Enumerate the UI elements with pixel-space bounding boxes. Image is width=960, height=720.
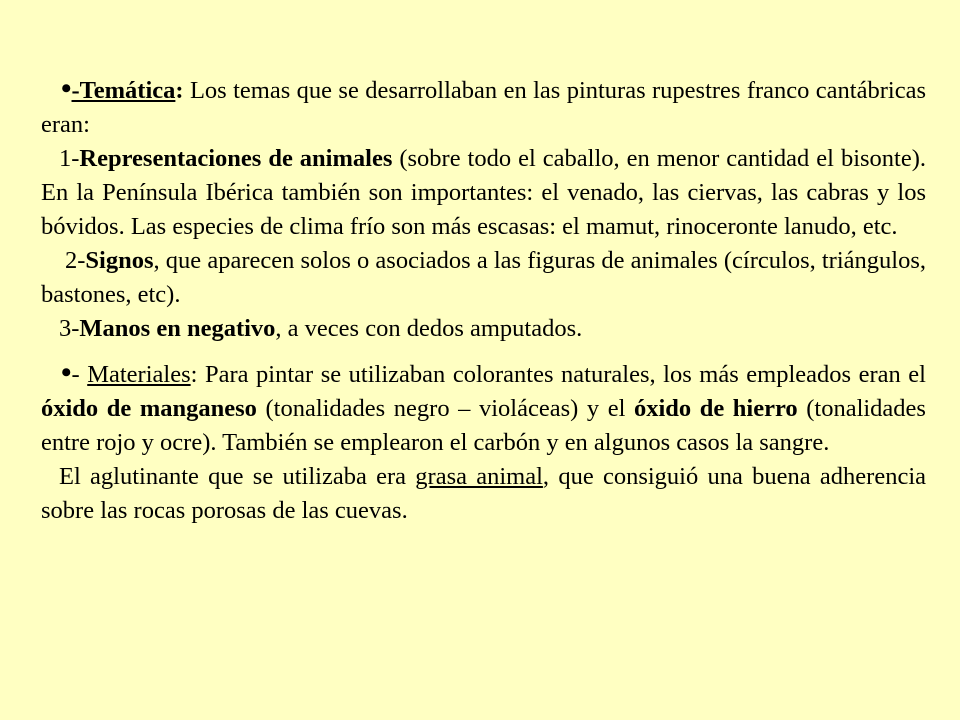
term-oxido-manganeso: óxido de manganeso bbox=[41, 395, 257, 422]
term-grasa-animal: grasa animal bbox=[415, 463, 543, 490]
item-number: 2- bbox=[65, 247, 86, 274]
materiales-text-b: (tonalidades negro – violáceas) y el bbox=[256, 395, 634, 422]
item-number: 1- bbox=[59, 145, 80, 172]
aglutinante-paragraph bbox=[41, 460, 926, 528]
item-text: , que aparecen solos o asociados a las figuras de animales (círculos, triángulos, bastones, etc). bbox=[41, 247, 926, 308]
bullet-icon: • bbox=[61, 72, 72, 105]
slide-content bbox=[41, 74, 926, 528]
materiales-heading: Materiales bbox=[87, 361, 191, 388]
materiales-dash: - bbox=[71, 361, 88, 388]
item-title: Representaciones de animales bbox=[79, 145, 393, 172]
term-oxido-hierro: óxido de hierro bbox=[633, 395, 798, 422]
item-signos bbox=[41, 244, 926, 312]
aglutinante-text-a: El aglutinante que se utilizaba era bbox=[59, 463, 416, 490]
materiales-paragraph bbox=[41, 358, 926, 460]
bullet-icon: • bbox=[61, 356, 72, 389]
tematica-intro: Los temas que se desarrollaban en las pinturas rupestres franco cantábricas eran: bbox=[41, 77, 926, 138]
tematica-colon: : bbox=[175, 77, 184, 104]
item-title: Manos en negativo bbox=[79, 315, 276, 342]
item-manos bbox=[41, 312, 926, 346]
item-text: (sobre todo el caballo, en menor cantidad el bisonte). En la Península Ibérica también son importantes: el venado, las ciervas, las cabras y los bóvidos. Las especies de clima frío son más escasas: el mamut, rinoceronte lanudo, etc. bbox=[41, 145, 926, 240]
item-title: Signos bbox=[85, 247, 154, 274]
item-animales bbox=[41, 142, 926, 244]
tematica-paragraph bbox=[41, 74, 926, 142]
aglutinante-text-b: , que consiguió una buena adherencia sobre las rocas porosas de las cuevas. bbox=[41, 463, 926, 524]
tematica-heading: -Temática bbox=[71, 77, 176, 104]
materiales-text-a: : Para pintar se utilizaban colorantes naturales, los más empleados eran el bbox=[190, 361, 926, 388]
item-text: , a veces con dedos amputados. bbox=[275, 315, 583, 342]
item-number: 3- bbox=[59, 315, 80, 342]
materiales-text-c: (tonalidades entre rojo y ocre). También se emplearon el carbón y en algunos casos la sangre. bbox=[41, 395, 926, 456]
